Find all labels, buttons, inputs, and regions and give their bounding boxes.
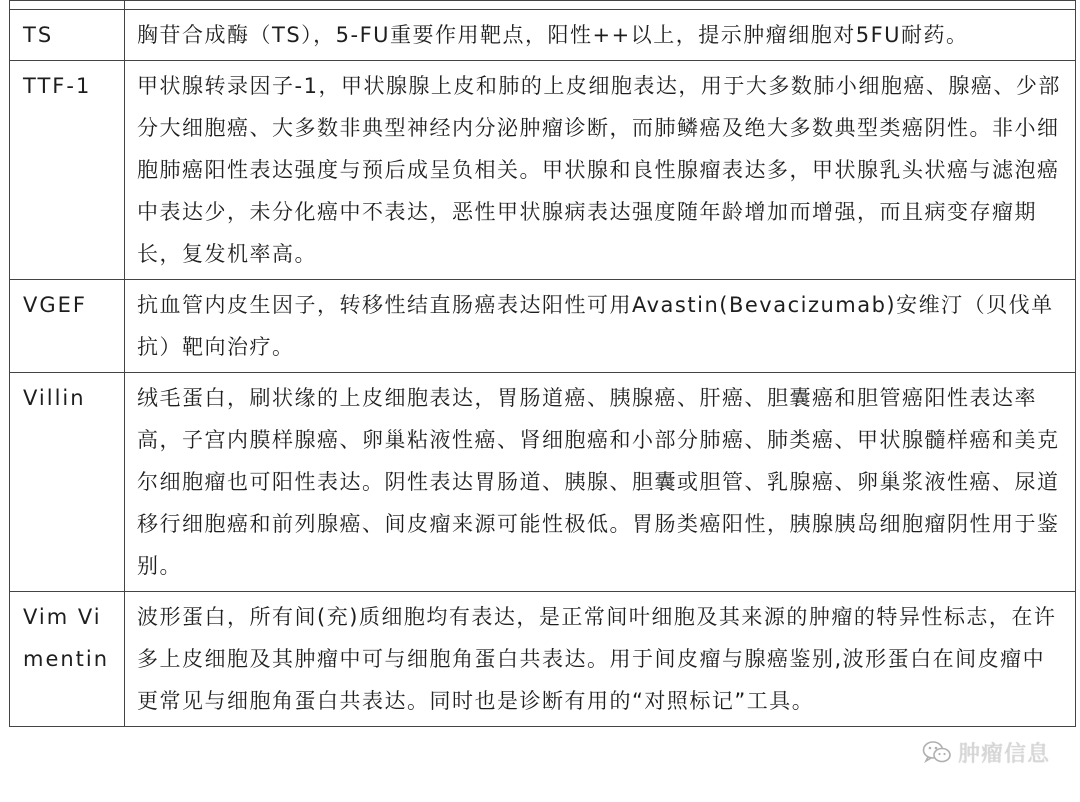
marker-term: Vim Vimentin [10,592,125,727]
watermark [922,737,1050,768]
marker-table [9,0,1076,727]
empty-cell [125,1,1076,10]
marker-description: 胸苷合成酶（TS），5-FU重要作用靶点，阳性++以上，提示肿瘤细胞对5FU耐药。 [125,10,1076,61]
watermark-text: 肿瘤信息 [957,742,1050,767]
table-row [10,10,1076,61]
table-row [10,373,1076,592]
wechat-icon [922,740,952,766]
marker-term: VGEF [10,280,125,373]
marker-description: 甲状腺转录因子-1，甲状腺腺上皮和肺的上皮细胞表达，用于大多数肺小细胞癌、腺癌、少部分大细胞癌、大多数非典型神经内分泌肿瘤诊断，而肺鳞癌及绝大多数典型类癌阴性。非小细胞肺癌阳性表达强度与预后成呈负相关。甲状腺和良性腺瘤表达多，甲状腺乳头状癌与滤泡癌中表达少，未分化癌中不表达，恶性甲状腺病表达强度随年龄增加而增强，而且病变存瘤期长，复发机率高。 [125,61,1076,280]
marker-table-container [9,0,1075,727]
table-top-row [10,1,1076,10]
empty-cell [10,1,125,10]
marker-term: Villin [10,373,125,592]
marker-description: 绒毛蛋白，刷状缘的上皮细胞表达，胃肠道癌、胰腺癌、肝癌、胆囊癌和胆管癌阳性表达率高，子宫内膜样腺癌、卵巢粘液性癌、肾细胞癌和小部分肺癌、肺类癌、甲状腺髓样癌和美克尔细胞瘤也可阳性表达。阴性表达胃肠道、胰腺、胆囊或胆管、乳腺癌、卵巢浆液性癌、尿道移行细胞癌和前列腺癌、间皮瘤来源可能性极低。胃肠类癌阳性，胰腺胰岛细胞瘤阴性用于鉴别。 [125,373,1076,592]
marker-term: TTF-1 [10,61,125,280]
table-row [10,280,1076,373]
table-row [10,61,1076,280]
marker-description: 波形蛋白，所有间(充)质细胞均有表达，是正常间叶细胞及其来源的肿瘤的特异性标志，在许多上皮细胞及其肿瘤中可与细胞角蛋白共表达。用于间皮瘤与腺癌鉴别,波形蛋白在间皮瘤中更常见与细胞角蛋白共表达。同时也是诊断有用的“对照标记”工具。 [125,592,1076,727]
marker-term: TS [10,10,125,61]
marker-description: 抗血管内皮生因子，转移性结直肠癌表达阳性可用Avastin(Bevacizumab)安维汀（贝伐单抗）靶向治疗。 [125,280,1076,373]
table-row [10,592,1076,727]
